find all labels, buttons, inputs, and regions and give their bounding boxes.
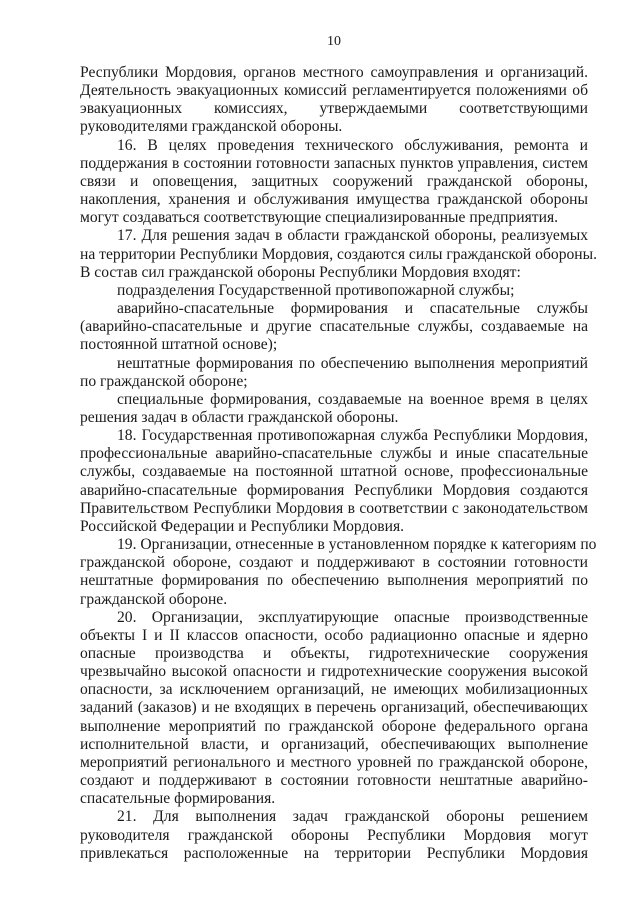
- text-line: опасные производства и объекты, гидротехнические сооружения: [80, 645, 588, 662]
- text-line: Правительством Республики Мордовия в соответствии с законодательством: [80, 499, 588, 517]
- text-line: 17. Для решения задач в области гражданской обороны, реализуемых: [117, 227, 588, 245]
- text-line: мероприятий регионального и местного уровней по гражданской обороне,: [80, 753, 588, 771]
- text-line: Российской Федерации и Республики Мордовия.: [80, 517, 405, 535]
- text-line: выполнение мероприятий по гражданской обороне федерального органа: [80, 717, 588, 735]
- text-line: создают и поддерживают в состоянии готовности нештатные аварийно-: [80, 772, 588, 790]
- text-line: специальные формирования, создаваемые на военное время в целях: [117, 390, 588, 408]
- text-line: 19. Организации, отнесенные в установленном порядке к категориям по: [117, 536, 597, 554]
- text-line: исполнительной власти, и организаций, обеспечивающих выполнение: [80, 735, 588, 753]
- text-line: по гражданской обороне;: [80, 372, 248, 390]
- text-line: гражданской обороне, создают и поддерживают в состоянии готовности: [80, 554, 588, 572]
- page-number: 10: [327, 34, 341, 49]
- text-line: чрезвычайно высокой опасности и гидротехнические сооружения высокой: [80, 663, 588, 681]
- text-line: 20. Организации, эксплуатирующие опасные производственные: [117, 608, 588, 626]
- text-line: 16. В целях проведения технического обслуживания, ремонта и: [117, 136, 588, 154]
- text-line: (аварийно-спасательные и другие спасательные службы, создаваемые на: [80, 318, 588, 336]
- text-line: руководителя гражданской обороны Республики Мордовия могут: [80, 826, 588, 844]
- text-line: подразделения Государственной противопожарной службы;: [117, 281, 515, 299]
- text-line: Деятельность эвакуационных комиссий регламентируется положениями об: [80, 82, 588, 100]
- text-line: объекты I и II классов опасности, особо радиационно опасные и ядерно: [80, 626, 588, 644]
- text-line: на территории Республики Мордовия, создаются силы гражданской обороны.: [80, 245, 598, 263]
- text-line: спасательные формирования.: [80, 790, 276, 808]
- text-line: 18. Государственная противопожарная служба Республики Мордовия,: [117, 427, 588, 445]
- text-line: нештатные формирования по обеспечению выполнения мероприятий по: [80, 572, 588, 590]
- text-line: поддержания в состоянии готовности запасных пунктов управления, систем: [80, 154, 588, 172]
- text-line: Республики Мордовия, органов местного самоуправления и организаций.: [80, 64, 588, 81]
- text-line: эвакуационных комиссиях, утверждаемыми соответствующими: [80, 100, 588, 118]
- text-line: накопления, хранения и обслуживания имущества гражданской обороны: [80, 191, 588, 209]
- text-line: гражданской обороне.: [80, 590, 228, 608]
- text-line: службы, создаваемые на постоянной штатной основе, профессиональные: [80, 463, 588, 481]
- text-line: руководителями гражданской обороны.: [80, 118, 343, 136]
- text-line: нештатные формирования по обеспечению выполнения мероприятий: [117, 354, 588, 372]
- document-body: [80, 64, 598, 863]
- text-line: решения задач в области гражданской обороны.: [80, 408, 399, 426]
- text-line: привлекаться расположенные на территории Республики Мордовия: [80, 844, 588, 862]
- text-line: В состав сил гражданской обороны Республики Мордовия входят:: [80, 263, 521, 281]
- text-line: постоянной штатной основе);: [80, 336, 278, 354]
- text-line: профессиональные аварийно-спасательные службы и иные спасательные: [80, 445, 588, 463]
- text-line: аварийно-спасательные формирования Республики Мордовия создаются: [80, 481, 588, 499]
- text-line: 21. Для выполнения задач гражданской обороны решением: [117, 808, 588, 826]
- text-line: опасности, за исключением организаций, не имеющих мобилизационных: [80, 681, 588, 699]
- text-line: заданий (заказов) и не входящих в перечень организаций, обеспечивающих: [80, 699, 588, 717]
- text-line: связи и оповещения, защитных сооружений гражданской обороны,: [80, 172, 588, 190]
- text-line: аварийно-спасательные формирования и спасательные службы: [117, 300, 588, 318]
- text-line: могут создаваться соответствующие специализированные предприятия.: [80, 209, 559, 227]
